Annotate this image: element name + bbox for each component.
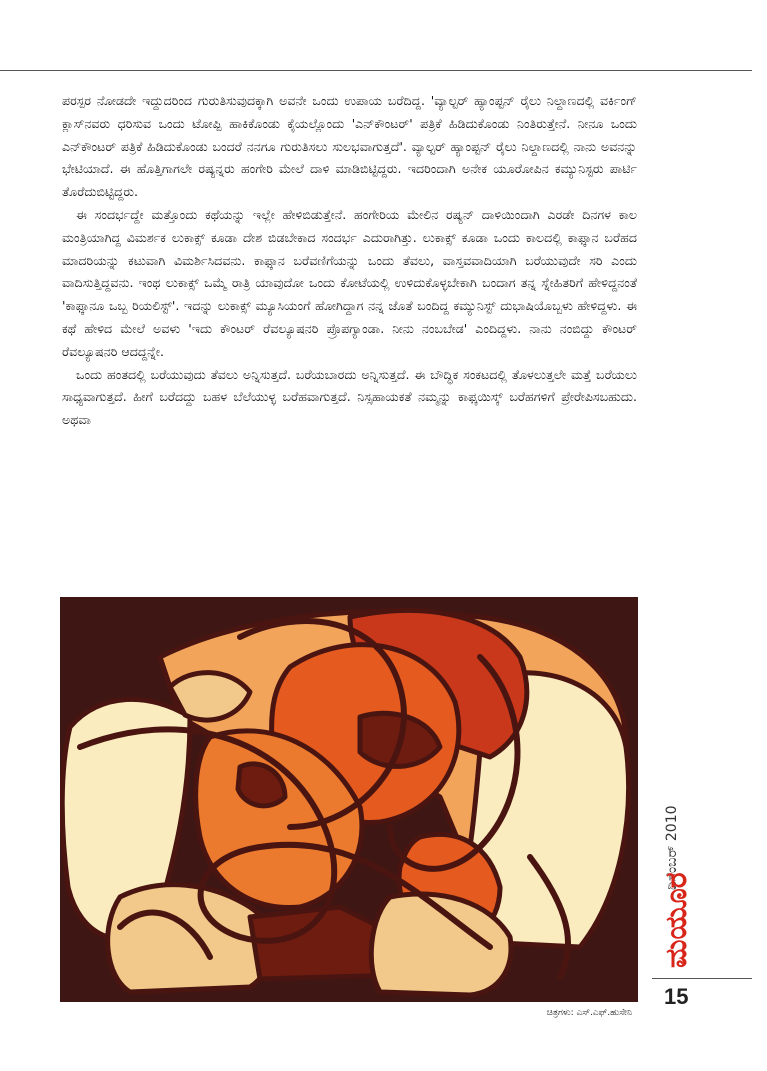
magazine-logo-text: ಮಯೂರ (659, 872, 694, 968)
article-paragraph-2: ಈ ಸಂದರ್ಭದ್ದೇ ಮತ್ತೊಂದು ಕಥೆಯನ್ನು ಇಲ್ಲೇ ಹೇಳಿಬಿಡುತ್ತೇನೆ. ಹಂಗೇರಿಯ ಮೇಲಿನ ರಷ್ಯನ್ ದಾಳಿಯಿಂದಾಗಿ ಎರಡೇ ದಿನಗಳ ಕಾಲ ಮಂತ್ರಿಯಾಗಿದ್ದ ವಿಮರ್ಶಕ ಲುಕಾಕ್ಸ್ ಕೂಡಾ ದೇಶ ಬಿಡಬೇಕಾದ ಸಂದರ್ಭ ಎದುರಾಗಿತ್ತು. ಲುಕಾಕ್ಸ್ ಕೂಡಾ ಒಂದು ಕಾಲದಲ್ಲಿ ಕಾಫ್ಕಾನ ಬರೆಹದ ಮಾದರಿಯನ್ನು ಕಟುವಾಗಿ ವಿಮರ್ಶಿಸಿದವನು. ಕಾಫ್ಕಾನ ಬರೆವಣಿಗೆಯನ್ನು ಒಂದು ತೆವಲು, ವಾಸ್ತವವಾದಿಯಾಗಿ ಬರೆಯುವುದೇ ಸರಿ ಎಂದು ವಾದಿಸುತ್ತಿದ್ದವನು. ಇಂಥ ಲುಕಾಕ್ಸ್ ಒಮ್ಮೆ ರಾತ್ರಿ ಯಾವುದೋ ಒಂದು ಕೋಟೆಯಲ್ಲಿ ಉಳಿದುಕೊಳ್ಳಬೇಕಾಗಿ ಬಂದಾಗ ತನ್ನ ಸ್ನೇಹಿತರಿಗೆ ಹೇಳಿದ್ದನಂತೆ 'ಕಾಫ್ಕಾನೂ ಒಬ್ಬ ರಿಯಲಿಸ್ಟ್'. ಇದನ್ನು ಲುಕಾಕ್ಸ್ ಮ್ಯೂಸಿಯಂಗೆ ಹೋಗಿದ್ದಾಗ ನನ್ನ ಜೊತೆ ಬಂದಿದ್ದ ಕಮ್ಯುನಿಸ್ಟ್ ದುಭಾಷಿಯೊಬ್ಬಳು ಹೇಳಿದ್ದಳು. ಈ ಕಥೆ ಹೇಳಿದ ಮೇಲೆ ಅವಳು 'ಇದು ಕೌಂಟರ್ ರೆವಲ್ಯೂಷನರಿ ಪ್ರೊಪಗ್ಯಾಂಡಾ. ನೀನು ನಂಬಬೇಡ' ಎಂದಿದ್ದಳು. ನಾನು ನಂಬಿದ್ದು ಕೌಂಟರ್ ರೆವಲ್ಯೂಷನರಿ ಆದದ್ದನ್ನೇ. (62, 206, 637, 359)
article-paragraph-1: ಪರಸ್ಪರ ನೋಡದೇ ಇದ್ದುದರಿಂದ ಗುರುತಿಸುವುದಕ್ಕಾಗಿ ಅವನೇ ಒಂದು ಉಪಾಯ ಬರೆದಿದ್ದ. 'ವ್ಯಾಲ್ಟರ್ ಹ್ಯಾಂಪ್ಟನ್ ರೈಲು ನಿಲ್ದಾಣದಲ್ಲಿ ವರ್ಕಿಂಗ್ ಕ್ಲಾಸ್‌ನವರು ಧರಿಸುವ ಒಂದು ಟೋಪ್ಪಿ ಹಾಕಿಕೊಂಡು ಕೈಯಲ್ಲೊಂದು 'ಎನ್‌ಕೌಂಟರ್' ಪತ್ರಿಕೆ ಹಿಡಿದುಕೊಂಡು ನಿಂತಿರುತ್ತೇನೆ. ನೀನೂ ಒಂದು ಎನ್‌ಕೌಂಟರ್ ಪತ್ರಿಕೆ ಹಿಡಿದುಕೊಂಡು ಬಂದರೆ ನನಗೂ ಗುರುತಿಸಲು ಸುಲಭವಾಗುತ್ತದೆ'. ವ್ಯಾಲ್ಟರ್ ಹ್ಯಾಂಪ್ಟನ್ ರೈಲು ನಿಲ್ದಾಣದಲ್ಲಿ ನಾನು ಅವನನ್ನು ಭೇಟಿಯಾದೆ. ಈ ಹೊತ್ತಿಗಾಗಲೇ ರಷ್ಯನ್ನರು ಹಂಗೇರಿ ಮೇಲೆ ದಾಳಿ ಮಾಡಿಬಿಟ್ಟಿದ್ದರು. ಇದರಿಂದಾಗಿ ಅನೇಕ ಯೂರೋಪಿನ ಕಮ್ಯುನಿಸ್ಟರು ಪಾರ್ಟಿ ತೊರೆದುಬಿಟ್ಟಿದ್ದರು. (62, 93, 638, 200)
page-number: 15 (664, 984, 689, 1009)
abstract-artwork (60, 597, 638, 1002)
issue-date: ಡಿಸೆಂಬರ್ 2010 (664, 805, 680, 890)
top-rule (0, 70, 752, 71)
figure-caption: ಚಿತ್ರಗಳು: ಎಸ್.ಎಫ್.ಹುಸೇನಿ (546, 1008, 632, 1018)
magazine-logo (656, 846, 696, 970)
article-paragraph-3: ಒಂದು ಹಂತದಲ್ಲಿ ಬರೆಯುವುದು ತೆವಲು ಅನ್ನಿಸುತ್ತದೆ. ಬರೆಯಬಾರದು ಅನ್ನಿಸುತ್ತದೆ. ಈ ಬೌದ್ಧಿಕ ಸಂಕಟದಲ್ಲಿ ತೊಳಲುತ್ತಲೇ ಮತ್ತೆ ಬರೆಯಲು ಸಾಧ್ಯವಾಗುತ್ತದೆ. ಹೀಗೆ ಬರೆದದ್ದು ಬಹಳ ಬೆಲೆಯುಳ್ಳ ಬರೆಹವಾಗುತ್ತದೆ. ನಿಸ್ಸಹಾಯಕತೆ ನಮ್ಮನ್ನು ಕಾಫ್ಕಯಿಸ್ಕ್ ಬರೆಹಗಳಿಗೆ ಪ್ರೇರೇಪಿಸಬಹುದು. ಅಥವಾ (62, 366, 637, 428)
article-body (62, 90, 637, 432)
sidebar-rule (652, 978, 752, 979)
